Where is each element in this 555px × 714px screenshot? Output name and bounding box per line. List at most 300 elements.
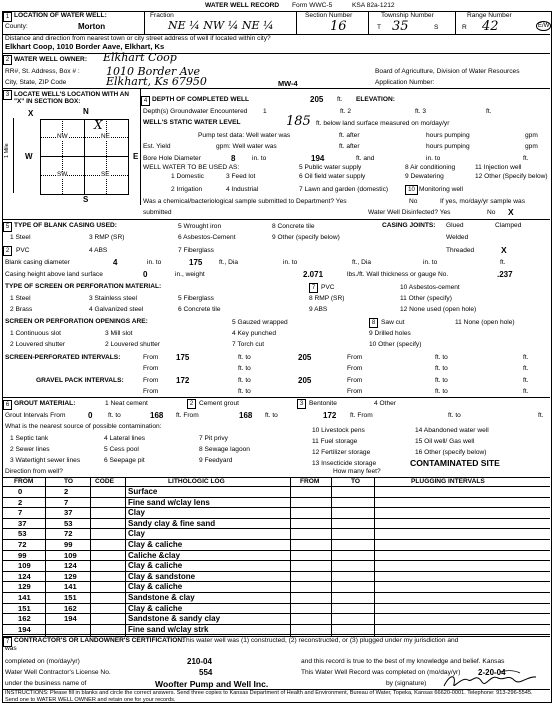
divider xyxy=(2,53,550,54)
joint-glued[interactable]: Glued xyxy=(446,222,464,229)
completed-label: completed on (mo/day/yr) xyxy=(5,658,80,665)
use-label: WELL WATER TO BE USED AS: xyxy=(143,164,240,171)
address-value: 1010 Border Ave xyxy=(106,65,200,78)
section-5-number: 5 xyxy=(3,222,12,232)
well-location-mark: X xyxy=(94,118,103,132)
spi-from-label-3: From xyxy=(143,365,159,372)
record-completed-label: This Water Well Record was completed on (mo/day/yr) xyxy=(301,669,461,676)
gpi-label: GRAVEL PACK INTERVALS: xyxy=(36,377,124,384)
casing-depth: 175 xyxy=(189,258,203,267)
business-name: Woofter Pump and Well Inc. xyxy=(155,679,269,689)
divider xyxy=(2,88,550,89)
certification-was: was xyxy=(5,645,17,652)
contam-cess[interactable]: 5 Cess pool xyxy=(104,446,139,453)
grout-cement-box[interactable]: 2 xyxy=(187,399,196,409)
screen-pvc-box[interactable]: 7 xyxy=(309,283,318,293)
instructions: INSTRUCTIONS: Please fill in blanks and circle the correct answers. Send three copies to Kansas Department of Health and Environment, Bureau of Water, Topeka, Kansas 66620-0001. Telephone: 913-296-5545. Send one to WATER WELL OWNER and retain one for your records. xyxy=(5,690,533,703)
grout-2-from-label: ft. From xyxy=(350,412,373,419)
depth-unit: ft. xyxy=(337,96,343,103)
grid-line xyxy=(40,137,128,138)
county-value: Morton xyxy=(78,22,106,31)
grid-line xyxy=(40,156,128,157)
spi-from-label: From xyxy=(143,354,159,361)
grout-1-to: 168 xyxy=(150,411,164,420)
casing-type-label: TYPE OF BLANK CASING USED: xyxy=(14,222,117,229)
casing-concrete[interactable]: 8 Concrete tile xyxy=(272,223,315,230)
screen-type-label: TYPE OF SCREEN OR PERFORATION MATERIAL: xyxy=(5,283,162,290)
bore-and: ft. and xyxy=(356,155,375,162)
gpi-to-label-4: ft. to xyxy=(435,388,448,395)
disinfected-no[interactable]: No xyxy=(487,209,496,216)
log-from: 53 xyxy=(18,529,27,539)
log-to: 151 xyxy=(64,593,77,602)
disinfected-label: Water Well Disinfected? Yes xyxy=(368,209,451,216)
use-public-supply[interactable]: 5 Public water supply xyxy=(299,164,362,171)
spi-from-label-2: From xyxy=(347,354,363,361)
screen-asbestos[interactable]: 10 Asbestos-cement xyxy=(400,284,460,291)
col-line xyxy=(331,477,332,636)
signature-label: by (signature) xyxy=(386,680,427,687)
casing-other[interactable]: 9 Other (specify below) xyxy=(272,234,340,241)
business-label: under the business name of xyxy=(5,680,87,687)
log-from: 162 xyxy=(18,614,31,624)
divider xyxy=(455,11,456,34)
log-header-to: TO xyxy=(64,478,74,485)
log-from: 194 xyxy=(18,624,31,634)
owner-value: Elkhart Coop xyxy=(103,51,177,64)
gpi-to-label: ft. to xyxy=(238,377,251,384)
contam-sewer[interactable]: 2 Sewer lines xyxy=(10,446,50,453)
screen-galvanized[interactable]: 4 Galvanized steel xyxy=(89,306,144,313)
log-header-from: FROM xyxy=(14,478,34,485)
pump-test-label: Pump test data: Well water was xyxy=(198,132,291,139)
bore-ft-end: ft. xyxy=(523,155,529,162)
col-line xyxy=(45,477,46,636)
grout-other[interactable]: 4 Other xyxy=(374,400,396,407)
casing-weight: 2.071 xyxy=(303,270,324,279)
log-header-from-2: FROM xyxy=(300,478,320,485)
log-description: Surface xyxy=(128,487,158,496)
section-number-label: Section Number xyxy=(305,12,353,19)
log-header-to-2: TO xyxy=(351,478,361,485)
opening-saw-cut-box[interactable]: 8 xyxy=(369,318,378,328)
section-1-label: LOCATION OF WATER WELL: xyxy=(14,12,107,19)
pump-test-hours: hours pumping xyxy=(426,132,470,139)
log-description: Fine sand w/clay lens xyxy=(128,497,210,507)
log-header-code: CODE xyxy=(95,478,115,485)
log-from: 0 xyxy=(18,487,23,496)
bore-in-to: in. to xyxy=(252,155,267,162)
certification-label: CONTRACTOR'S OR LANDOWNER'S CERTIFICATION: xyxy=(14,637,185,644)
joint-threaded-mark: X xyxy=(501,245,507,255)
spi-ft: ft. xyxy=(523,354,529,361)
log-to: 37 xyxy=(64,508,73,518)
log-from: 141 xyxy=(18,593,31,602)
log-to: 99 xyxy=(64,540,73,549)
chem-question: Was a chemical/bacteriological sample submitted to Department? Yes xyxy=(143,198,347,205)
log-description: Clay & caliche xyxy=(128,540,183,549)
grout-2-to-label: ft. to xyxy=(265,412,278,419)
opening-key-punched[interactable]: 2 Louvered shutter xyxy=(105,341,160,348)
gpi-ft: ft. xyxy=(523,377,529,384)
range-suffix: E/W xyxy=(538,23,550,29)
grout-cement-label: Cement grout xyxy=(199,400,239,407)
compass-north: N xyxy=(83,107,89,116)
contam-pit-privy[interactable]: 7 Pit privy xyxy=(199,435,228,442)
pump-test-gpm: gpm xyxy=(525,132,538,139)
chem-if-yes: If yes, mo/day/yr sample was xyxy=(440,198,526,205)
joint-threaded[interactable]: Threaded xyxy=(446,247,475,254)
pump-test-after: ft. after xyxy=(339,132,360,139)
static-level-value: 185 xyxy=(286,114,311,129)
log-description: Sandstone & clay xyxy=(128,593,195,602)
gpi-from-label-4: From xyxy=(347,388,363,395)
log-description: Sandstone & sandy clay xyxy=(128,614,221,624)
compass-x-mark: X xyxy=(28,109,34,118)
log-to: 7 xyxy=(64,497,69,507)
screen-steel[interactable]: 1 Steel xyxy=(10,295,31,302)
range-label: Range Number xyxy=(467,12,512,19)
log-to: 124 xyxy=(64,561,77,571)
yield-after: ft. after xyxy=(339,143,360,150)
log-from: 37 xyxy=(18,518,27,528)
use-dewatering[interactable]: 9 Dewatering xyxy=(405,173,444,180)
casing-diameter-label: Blank casing diameter xyxy=(5,259,70,266)
distance-value: Elkhart Coop, 1010 Border Aave, Elkhart, Ks xyxy=(5,42,165,51)
yield-gpm: gpm: Well water was xyxy=(216,143,277,150)
col-line xyxy=(90,477,91,636)
log-to: 109 xyxy=(64,550,77,560)
quadrant-se: SE xyxy=(101,171,110,178)
use-domestic[interactable]: 1 Domestic xyxy=(171,173,204,180)
scale-line xyxy=(13,118,14,193)
use-industrial[interactable]: 4 Industrial xyxy=(226,186,259,193)
use-feed-lot[interactable]: 3 Feed lot xyxy=(226,173,256,180)
contam-feedyard[interactable]: 9 Feedyard xyxy=(199,457,233,464)
casing-asbestos[interactable]: 6 Asbestos-Cement xyxy=(178,234,236,241)
use-lawn-garden[interactable]: 7 Lawn and garden (domestic) xyxy=(299,186,389,193)
use-air-conditioning[interactable]: 8 Air conditioning xyxy=(405,164,456,171)
compass-south: S xyxy=(83,195,89,204)
contam-septic[interactable]: 1 Septic tank xyxy=(10,435,49,442)
groundwater-end: ft. xyxy=(486,108,492,115)
log-from: 151 xyxy=(18,603,31,613)
bore-in-to-2: in. to xyxy=(426,155,441,162)
use-other[interactable]: 12 Other (Specify below) xyxy=(475,173,548,180)
joint-welded[interactable]: Welded xyxy=(446,234,469,241)
casing-diameter: 4 xyxy=(113,258,118,267)
divider xyxy=(144,11,145,34)
county-label: County: xyxy=(5,23,28,30)
grout-intervals-label: Grout Intervals From xyxy=(5,412,66,419)
opening-drilled[interactable]: 9 Drilled holes xyxy=(369,330,411,337)
use-monitoring-label: Monitoring well xyxy=(419,186,463,193)
quadrant-sw: SW xyxy=(57,171,68,178)
col-line xyxy=(290,477,291,636)
casing-weight-unit: lbs./ft. Wall thickness or gauge No. xyxy=(347,271,449,278)
opening-mill[interactable]: 3 Mill slot xyxy=(105,330,133,337)
grout-bentonite-box[interactable]: 3 xyxy=(297,399,306,409)
opening-continuous[interactable]: 1 Continuous slot xyxy=(10,330,61,337)
ksa-reference: KSA 82a-1212 xyxy=(352,2,395,9)
log-to: 72 xyxy=(64,529,73,539)
city-value: Elkhart, Ks 67950 xyxy=(106,75,207,88)
casing-ft: ft. xyxy=(500,259,506,266)
wall-thickness: .237 xyxy=(497,270,513,279)
log-to: 141 xyxy=(64,582,77,592)
screen-concrete[interactable]: 6 Concrete tile xyxy=(178,306,221,313)
screen-brass[interactable]: 2 Brass xyxy=(10,306,33,313)
grid-line xyxy=(62,119,63,194)
contam-seepage[interactable]: 6 Seepage pit xyxy=(104,457,145,464)
contam-fuel[interactable]: 11 Fuel storage xyxy=(312,438,358,445)
screen-pvc-label: PVC xyxy=(321,284,335,291)
casing-height-label: Casing height above land surface xyxy=(5,271,103,278)
log-from: 2 xyxy=(18,497,23,507)
casing-in-weight: in., weight xyxy=(175,271,205,278)
log-to: 129 xyxy=(64,571,77,581)
col-line xyxy=(374,477,375,636)
grid-line xyxy=(106,119,107,194)
range-prefix: R xyxy=(462,24,467,31)
bore-label: Bore Hole Diameter xyxy=(143,155,201,162)
depth-label: DEPTH OF COMPLETED WELL xyxy=(152,96,250,103)
log-from: 124 xyxy=(18,571,31,581)
log-from: 72 xyxy=(18,540,27,549)
log-from: 7 xyxy=(18,508,23,518)
opening-none[interactable]: 11 None (open hole) xyxy=(455,319,515,326)
log-description: Clay & caliche xyxy=(128,561,183,571)
casing-rmp[interactable]: 3 RMP (SR) xyxy=(89,234,125,241)
groundwater-3: ft. 3 xyxy=(415,108,426,115)
screen-abs[interactable]: 9 ABS xyxy=(309,306,328,313)
spi-to-label-3: ft. to xyxy=(238,365,251,372)
grout-1-to-label: ft. to xyxy=(108,412,121,419)
true-statement: and this record is true to the best of my knowledge and belief. Kansas xyxy=(301,658,505,665)
application-number-label: Application Number: xyxy=(375,79,435,86)
section-4-number: 4 xyxy=(141,96,150,106)
yield-hours: hours pumping xyxy=(426,143,470,150)
casing-abs[interactable]: 4 ABS xyxy=(89,247,108,254)
township-prefix: T xyxy=(377,24,382,31)
contam-lagoon[interactable]: 8 Sewage lagoon xyxy=(199,446,250,453)
section-number-value: 16 xyxy=(330,19,347,34)
completed-date: 210-04 xyxy=(187,657,212,666)
quadrant-ne: NE xyxy=(101,133,110,140)
use-irrigation[interactable]: 2 Irrigation xyxy=(171,186,203,193)
screen-fiberglass[interactable]: 5 Fiberglass xyxy=(178,295,214,302)
opening-louvered[interactable]: 2 Louvered shutter xyxy=(10,341,65,348)
col-line xyxy=(125,477,126,636)
form-number: Form WWC-5 xyxy=(292,2,333,9)
opening-other[interactable]: 10 Other (specify) xyxy=(369,341,422,348)
screen-none[interactable]: 12 None used (open hole) xyxy=(400,306,477,313)
screen-stainless[interactable]: 3 Stainless steel xyxy=(89,295,138,302)
township-suffix: S xyxy=(434,24,439,31)
casing-height: 0 xyxy=(143,270,148,279)
casing-fiberglass[interactable]: 7 Fiberglass xyxy=(178,247,214,254)
spi-to-label-4: ft. to xyxy=(435,365,448,372)
fraction-label: Fraction xyxy=(150,12,174,19)
distance-label: Distance and direction from nearest town or city street address of well if located within city? xyxy=(5,35,271,42)
submitted-label: submitted xyxy=(143,209,172,216)
license-label: Water Well Contractor's License No. xyxy=(5,669,111,676)
gpi-to: 205 xyxy=(298,376,312,385)
use-injection-well[interactable]: 11 Injection well xyxy=(475,164,522,171)
quadrant-nw: NW xyxy=(57,133,68,140)
contam-other[interactable]: 16 Other (specify below) xyxy=(415,449,487,456)
opening-saw-cut-label: Saw cut xyxy=(381,319,405,326)
section-2-number: 2 xyxy=(3,55,12,65)
static-level-label: WELL'S STATIC WATER LEVEL xyxy=(143,119,241,126)
section-3-number: 3 xyxy=(3,90,12,100)
contam-livestock[interactable]: 10 Livestock pens xyxy=(312,427,365,434)
mile-scale: 1 Mile xyxy=(4,143,10,158)
casing-in-to: in. to xyxy=(147,259,162,266)
contam-insecticide[interactable]: 13 Insecticide storage xyxy=(312,460,377,467)
city-label: City, State, ZIP Code xyxy=(5,79,67,86)
use-oil-field[interactable]: 6 Oil field water supply xyxy=(299,173,366,180)
chem-no[interactable]: No xyxy=(409,198,418,205)
yield-label: Est. Yield xyxy=(143,143,171,150)
board-label: Board of Agriculture, Division of Water Resources xyxy=(375,68,520,75)
log-description: Caliche &clay xyxy=(128,550,181,560)
groundwater-1: 1 xyxy=(263,108,267,115)
compass-east: E xyxy=(133,152,139,161)
record-date: 2-20-04 xyxy=(478,668,506,677)
log-to: 53 xyxy=(64,518,73,528)
divider xyxy=(2,397,550,398)
spi-ft-2: ft. xyxy=(523,365,529,372)
bore-depth: 194 xyxy=(311,154,325,163)
log-description: Fine sand w/clay strk xyxy=(128,624,209,634)
license-number: 554 xyxy=(199,668,213,677)
contam-value: CONTAMINATED SITE xyxy=(410,458,500,468)
gpi-to-label-3: ft. to xyxy=(238,388,251,395)
openings-label: SCREEN OR PERFORATION OPENINGS ARE: xyxy=(5,318,148,325)
divider xyxy=(2,219,550,220)
grout-3-to-label: ft. to xyxy=(448,412,461,419)
fraction-value: NE ¼ NW ¼ NE ¼ xyxy=(168,19,274,32)
screen-other[interactable]: 11 Other (specify) xyxy=(400,295,452,302)
contam-lateral[interactable]: 4 Lateral lines xyxy=(104,435,146,442)
gpi-from: 172 xyxy=(176,376,190,385)
township-value: 35 xyxy=(392,19,409,34)
log-description: Clay & sandstone xyxy=(128,571,196,581)
spi-to: 205 xyxy=(298,353,312,362)
elevation-label: ELEVATION: xyxy=(356,96,395,103)
how-many-feet-label: How many feet? xyxy=(333,468,381,475)
grout-2-from: 168 xyxy=(239,411,253,420)
grout-label: GROUT MATERIAL: xyxy=(14,400,76,407)
opening-wire[interactable]: 4 Key punched xyxy=(232,330,276,337)
contam-fertilizer[interactable]: 12 Fertilizer storage xyxy=(312,449,371,456)
log-to: 162 xyxy=(64,603,77,613)
joint-clamped[interactable]: Clamped xyxy=(495,222,522,229)
spi-from: 175 xyxy=(176,353,190,362)
section-3-label: LOCATE WELL'S LOCATION WITH AN "X" IN SECTION BOX: xyxy=(14,91,129,106)
screen-rmp[interactable]: 8 RMP (SR) xyxy=(309,295,345,302)
casing-pvc-label: PVC xyxy=(16,247,30,254)
log-description: Clay xyxy=(128,508,145,518)
grout-bentonite-label: Bentonite xyxy=(309,400,337,407)
spi-from-label-4: From xyxy=(347,365,363,372)
depth-value: 205 xyxy=(310,95,324,104)
groundwater-2: ft. 2 xyxy=(340,108,351,115)
contamination-label: What is the nearest source of possible contamination: xyxy=(5,423,162,430)
grout-neat[interactable]: 1 Neat cement xyxy=(105,400,148,407)
log-description: Sandy clay & fine sand xyxy=(128,518,216,528)
well-id: MW-4 xyxy=(278,79,298,88)
log-description: Clay & caliche xyxy=(128,603,183,613)
opening-gauzed[interactable]: 5 Gauzed wrapped xyxy=(232,319,288,326)
gpi-to-label-2: ft. to xyxy=(435,377,448,384)
log-description: Clay xyxy=(128,529,145,539)
log-header-lithologic: LITHOLOGIC LOG xyxy=(168,478,225,485)
casing-in-to-2: in. to xyxy=(283,259,298,266)
township-label: Township Number xyxy=(381,12,434,19)
grout-2-to: 172 xyxy=(323,411,337,420)
use-monitoring-box[interactable]: 10 xyxy=(405,185,418,195)
log-from: 109 xyxy=(18,561,31,571)
divider xyxy=(296,11,297,34)
opening-torch[interactable]: 7 Torch cut xyxy=(232,341,265,348)
casing-in-to-3: in. to xyxy=(423,259,438,266)
section-6-number: 6 xyxy=(3,400,12,410)
contam-oil-gas[interactable]: 15 Oil well/ Gas well xyxy=(415,438,475,445)
gpi-ft-2: ft. xyxy=(523,388,529,395)
address-label: RR#, St. Address, Box # : xyxy=(5,68,80,75)
log-from: 99 xyxy=(18,550,27,560)
log-from: 129 xyxy=(18,582,31,592)
casing-steel[interactable]: 1 Steel xyxy=(10,234,31,241)
direction-label: Direction from well? xyxy=(5,468,63,475)
spi-to-label-2: ft. to xyxy=(435,354,448,361)
section-1-number: 1 xyxy=(3,12,12,22)
grout-1-from-label: ft. From xyxy=(176,412,199,419)
static-level-suffix: ft. below land surface measured on mo/day/yr xyxy=(316,120,450,127)
log-header-plugging: PLUGGING INTERVALS xyxy=(411,478,485,485)
groundwater-label: Depth(s) Groundwater Encountered xyxy=(143,108,248,115)
grout-ft-end: ft. xyxy=(538,412,544,419)
spi-label: SCREEN-PERFORATED INTERVALS: xyxy=(5,354,121,361)
contam-abandoned[interactable]: 14 Abandoned water well xyxy=(415,427,489,434)
grid-line xyxy=(40,175,128,176)
log-to: 2 xyxy=(64,487,69,496)
section-7-number: 7 xyxy=(3,637,12,647)
bore-diameter: 8 xyxy=(231,154,236,163)
log-to: 194 xyxy=(64,614,77,624)
divider xyxy=(2,486,550,487)
casing-ft-dia-2: ft., Dia xyxy=(352,259,372,266)
gpi-from-label-3: From xyxy=(143,388,159,395)
certification-text: This water well was (1) constructed, (2) reconstructed, or (3) plugged under my jurisdiction and xyxy=(182,637,459,644)
gpi-from-label: From xyxy=(143,377,159,384)
divider xyxy=(368,11,369,34)
spi-to-label: ft. to xyxy=(238,354,251,361)
form-title: WATER WELL RECORD xyxy=(205,2,280,9)
compass-west: W xyxy=(25,152,33,161)
casing-pvc-box[interactable]: 2 xyxy=(3,246,12,256)
gpi-from-label-2: From xyxy=(347,377,363,384)
casing-wrought-iron[interactable]: 5 Wrought iron xyxy=(178,223,222,230)
disinfected-mark: X xyxy=(508,207,514,217)
contam-watertight[interactable]: 3 Watertight sewer lines xyxy=(10,457,81,464)
log-description: Clay & caliche xyxy=(128,582,183,592)
casing-ft-dia: ft., Dia xyxy=(219,259,239,266)
yield-gpm-end: gpm xyxy=(525,143,538,150)
grout-1-from: 0 xyxy=(88,411,93,420)
